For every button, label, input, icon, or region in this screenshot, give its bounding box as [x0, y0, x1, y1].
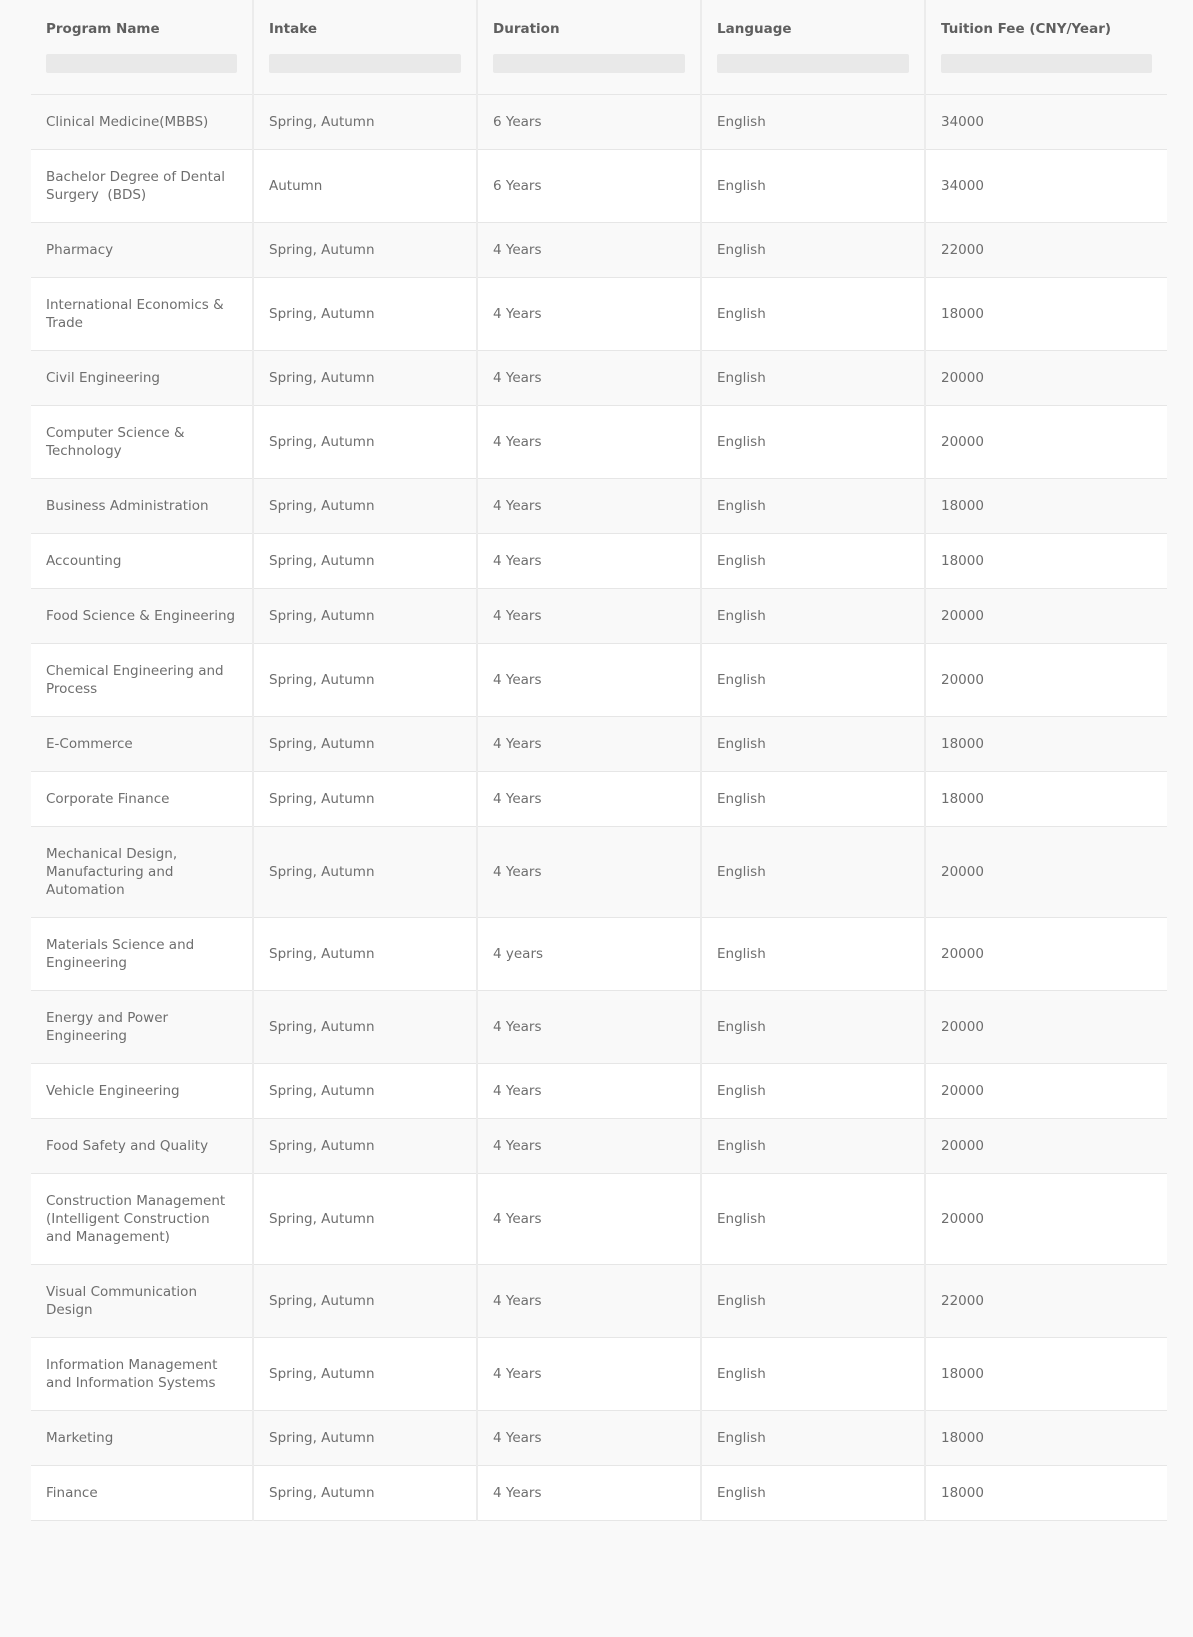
column-header-program-name[interactable]: [31, 0, 253, 95]
language-cell: English: [701, 827, 925, 918]
table-header: [31, 0, 1167, 95]
table-row: [31, 278, 1167, 351]
duration-cell: 4 Years: [477, 534, 701, 589]
tuition-fee-cell: 34000: [925, 95, 1167, 150]
language-cell: English: [701, 772, 925, 827]
language-cell: English: [701, 534, 925, 589]
intake-cell: Spring, Autumn: [253, 589, 477, 644]
tuition-fee-cell: 18000: [925, 772, 1167, 827]
duration-cell: 4 Years: [477, 1411, 701, 1466]
language-filter-input[interactable]: [717, 54, 909, 73]
table-row: [31, 150, 1167, 223]
table-row: [31, 1265, 1167, 1338]
tuition-fee-cell: 18000: [925, 278, 1167, 351]
intake-cell: Spring, Autumn: [253, 1119, 477, 1174]
header-row: [31, 0, 1167, 95]
language-cell: English: [701, 223, 925, 278]
program-name-cell: Pharmacy: [31, 223, 253, 278]
program-name-cell: Marketing: [31, 1411, 253, 1466]
tuition-fee-cell: 20000: [925, 589, 1167, 644]
language-cell: English: [701, 278, 925, 351]
table-row: [31, 1064, 1167, 1119]
intake-cell: Spring, Autumn: [253, 827, 477, 918]
table-row: [31, 589, 1167, 644]
tuition-fee-cell: 20000: [925, 1174, 1167, 1265]
programs-table-container: [31, 0, 1167, 1521]
column-header-language[interactable]: [701, 0, 925, 95]
tuition-fee-cell: 18000: [925, 1411, 1167, 1466]
duration-cell: 4 Years: [477, 589, 701, 644]
duration-cell: 4 Years: [477, 827, 701, 918]
tuition-fee-filter-input[interactable]: [941, 54, 1152, 73]
table-row: [31, 534, 1167, 589]
program-name-cell: Construction Management (Intelligent Construction and Management): [31, 1174, 253, 1265]
duration-cell: 4 Years: [477, 1265, 701, 1338]
intake-cell: Spring, Autumn: [253, 772, 477, 827]
tuition-fee-cell: 20000: [925, 1064, 1167, 1119]
duration-cell: 6 Years: [477, 150, 701, 223]
duration-cell: 4 Years: [477, 479, 701, 534]
table-row: [31, 223, 1167, 278]
program-name-cell: Energy and Power Engineering: [31, 991, 253, 1064]
language-cell: English: [701, 1174, 925, 1265]
duration-cell: 4 Years: [477, 1466, 701, 1521]
tuition-fee-cell: 34000: [925, 150, 1167, 223]
program-name-cell: Bachelor Degree of Dental Surgery (BDS): [31, 150, 253, 223]
table-row: [31, 644, 1167, 717]
intake-filter-input[interactable]: [269, 54, 461, 73]
table-row: [31, 1119, 1167, 1174]
duration-cell: 4 Years: [477, 351, 701, 406]
intake-cell: Spring, Autumn: [253, 223, 477, 278]
tuition-fee-cell: 20000: [925, 918, 1167, 991]
intake-cell: Spring, Autumn: [253, 918, 477, 991]
column-header-intake[interactable]: [253, 0, 477, 95]
duration-cell: 4 Years: [477, 1064, 701, 1119]
program-name-cell: Food Science & Engineering: [31, 589, 253, 644]
tuition-fee-cell: 22000: [925, 223, 1167, 278]
duration-cell: 4 Years: [477, 223, 701, 278]
program-name-cell: Business Administration: [31, 479, 253, 534]
intake-cell: Spring, Autumn: [253, 1064, 477, 1119]
table-row: [31, 772, 1167, 827]
program-name-cell: Clinical Medicine(MBBS): [31, 95, 253, 150]
intake-cell: Spring, Autumn: [253, 1411, 477, 1466]
column-header-label: Tuition Fee (CNY/Year): [941, 21, 1112, 37]
programs-table: [31, 0, 1167, 1521]
language-cell: English: [701, 1338, 925, 1411]
tuition-fee-cell: 20000: [925, 351, 1167, 406]
table-body: [31, 95, 1167, 1521]
language-cell: English: [701, 351, 925, 406]
language-cell: English: [701, 150, 925, 223]
intake-cell: Spring, Autumn: [253, 1174, 477, 1265]
tuition-fee-cell: 18000: [925, 717, 1167, 772]
program-name-cell: Vehicle Engineering: [31, 1064, 253, 1119]
intake-cell: Spring, Autumn: [253, 1466, 477, 1521]
column-header-label: Duration: [493, 21, 560, 37]
tuition-fee-cell: 20000: [925, 827, 1167, 918]
program-name-cell: Information Management and Information Systems: [31, 1338, 253, 1411]
table-row: [31, 717, 1167, 772]
language-cell: English: [701, 1119, 925, 1174]
column-header-label: Intake: [269, 21, 317, 37]
column-header-label: Program Name: [46, 21, 160, 37]
intake-cell: Spring, Autumn: [253, 278, 477, 351]
language-cell: English: [701, 1265, 925, 1338]
duration-cell: 4 Years: [477, 991, 701, 1064]
language-cell: English: [701, 1411, 925, 1466]
column-header-label: Language: [717, 21, 792, 37]
duration-cell: 4 years: [477, 918, 701, 991]
tuition-fee-cell: 20000: [925, 406, 1167, 479]
table-row: [31, 95, 1167, 150]
duration-cell: 4 Years: [477, 772, 701, 827]
language-cell: English: [701, 1064, 925, 1119]
intake-cell: Spring, Autumn: [253, 406, 477, 479]
column-header-tuition-fee[interactable]: [925, 0, 1167, 95]
tuition-fee-cell: 22000: [925, 1265, 1167, 1338]
tuition-fee-cell: 20000: [925, 1119, 1167, 1174]
intake-cell: Spring, Autumn: [253, 717, 477, 772]
program-name-cell: Materials Science and Engineering: [31, 918, 253, 991]
duration-cell: 4 Years: [477, 717, 701, 772]
intake-cell: Spring, Autumn: [253, 351, 477, 406]
intake-cell: Spring, Autumn: [253, 479, 477, 534]
duration-cell: 6 Years: [477, 95, 701, 150]
language-cell: English: [701, 479, 925, 534]
language-cell: English: [701, 918, 925, 991]
tuition-fee-cell: 20000: [925, 644, 1167, 717]
program-name-cell: Food Safety and Quality: [31, 1119, 253, 1174]
column-header-duration[interactable]: [477, 0, 701, 95]
language-cell: English: [701, 717, 925, 772]
duration-cell: 4 Years: [477, 1119, 701, 1174]
table-row: [31, 991, 1167, 1064]
duration-cell: 4 Years: [477, 278, 701, 351]
table-row: [31, 1338, 1167, 1411]
table-row: [31, 406, 1167, 479]
tuition-fee-cell: 18000: [925, 1466, 1167, 1521]
intake-cell: Spring, Autumn: [253, 644, 477, 717]
intake-cell: Spring, Autumn: [253, 1265, 477, 1338]
table-row: [31, 1466, 1167, 1521]
tuition-fee-cell: 18000: [925, 534, 1167, 589]
language-cell: English: [701, 991, 925, 1064]
program-name-cell: E-Commerce: [31, 717, 253, 772]
table-row: [31, 479, 1167, 534]
intake-cell: Autumn: [253, 150, 477, 223]
tuition-fee-cell: 20000: [925, 991, 1167, 1064]
tuition-fee-cell: 18000: [925, 479, 1167, 534]
language-cell: English: [701, 644, 925, 717]
program-name-cell: Finance: [31, 1466, 253, 1521]
duration-filter-input[interactable]: [493, 54, 685, 73]
duration-cell: 4 Years: [477, 406, 701, 479]
table-row: [31, 827, 1167, 918]
program-name-cell: Corporate Finance: [31, 772, 253, 827]
intake-cell: Spring, Autumn: [253, 1338, 477, 1411]
table-row: [31, 1174, 1167, 1265]
program-name-cell: Visual Communication Design: [31, 1265, 253, 1338]
intake-cell: Spring, Autumn: [253, 95, 477, 150]
table-row: [31, 351, 1167, 406]
program-name-cell: Civil Engineering: [31, 351, 253, 406]
program-name-filter-input[interactable]: [46, 54, 237, 73]
program-name-cell: Chemical Engineering and Process: [31, 644, 253, 717]
table-row: [31, 918, 1167, 991]
intake-cell: Spring, Autumn: [253, 991, 477, 1064]
program-name-cell: Accounting: [31, 534, 253, 589]
table-row: [31, 1411, 1167, 1466]
intake-cell: Spring, Autumn: [253, 534, 477, 589]
language-cell: English: [701, 1466, 925, 1521]
duration-cell: 4 Years: [477, 644, 701, 717]
program-name-cell: Mechanical Design, Manufacturing and Automation: [31, 827, 253, 918]
tuition-fee-cell: 18000: [925, 1338, 1167, 1411]
language-cell: English: [701, 406, 925, 479]
duration-cell: 4 Years: [477, 1174, 701, 1265]
language-cell: English: [701, 95, 925, 150]
program-name-cell: International Economics & Trade: [31, 278, 253, 351]
program-name-cell: Computer Science & Technology: [31, 406, 253, 479]
duration-cell: 4 Years: [477, 1338, 701, 1411]
language-cell: English: [701, 589, 925, 644]
